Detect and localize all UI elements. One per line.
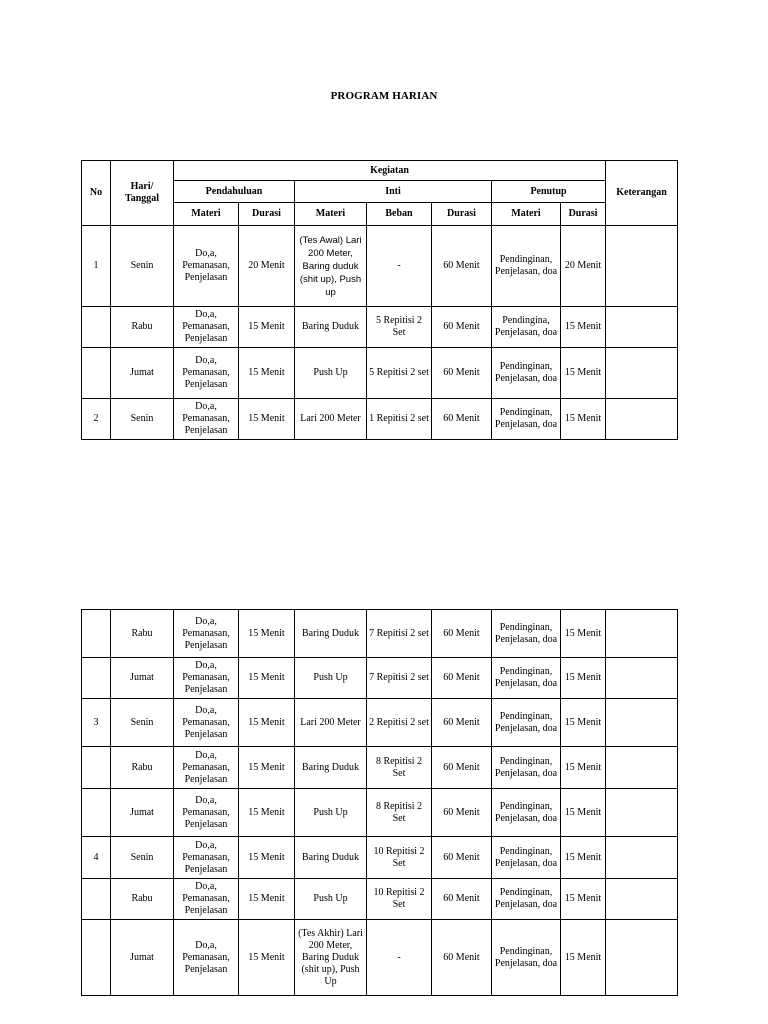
header-penutup: Penutup [492,181,606,203]
inti-materi-cell: Lari 200 Meter [295,699,367,747]
inti-durasi-cell: 60 Menit [432,789,492,837]
pendahuluan-durasi-cell: 15 Menit [239,658,295,699]
penutup-durasi-cell: 15 Menit [561,879,606,920]
header-no: No [82,161,111,226]
penutup-materi-cell: Pendinginan, Penjelasan, doa [492,747,561,789]
penutup-materi-cell: Pendinginan, Penjelasan, doa [492,610,561,658]
inti-materi-cell: Push Up [295,348,367,399]
inti-beban-cell: 10 Repitisi 2 Set [367,837,432,879]
table-row [82,879,678,920]
keterangan-cell [606,747,678,789]
keterangan-cell [606,879,678,920]
table-row [82,699,678,747]
inti-materi-cell: Push Up [295,658,367,699]
header-pendahuluan-durasi: Durasi [239,203,295,226]
table-row [82,226,678,307]
penutup-materi-cell: Pendingina, Penjelasan, doa [492,307,561,348]
inti-materi-cell: Push Up [295,879,367,920]
row-no-cell: 1 [82,226,111,307]
pendahuluan-materi-cell: Do,a, Pemanasan, Penjelasan [174,307,239,348]
header-penutup-durasi: Durasi [561,203,606,226]
header-kegiatan: Kegiatan [174,161,606,181]
table-row [82,399,678,440]
inti-beban-cell: 8 Repitisi 2 Set [367,747,432,789]
row-day-cell: Senin [111,226,174,307]
penutup-materi-cell: Pendinginan, Penjelasan, doa [492,699,561,747]
inti-durasi-cell: 60 Menit [432,920,492,996]
keterangan-cell [606,399,678,440]
header-penutup-materi: Materi [492,203,561,226]
row-day-cell: Jumat [111,789,174,837]
header-pendahuluan: Pendahuluan [174,181,295,203]
keterangan-cell [606,307,678,348]
inti-durasi-cell: 60 Menit [432,879,492,920]
inti-beban-cell: 5 Repitisi 2 set [367,348,432,399]
penutup-materi-cell: Pendinginan, Penjelasan, doa [492,789,561,837]
inti-durasi-cell: 60 Menit [432,348,492,399]
penutup-durasi-cell: 15 Menit [561,837,606,879]
pendahuluan-durasi-cell: 20 Menit [239,226,295,307]
row-no-cell: 4 [82,837,111,879]
pendahuluan-durasi-cell: 15 Menit [239,348,295,399]
row-no-cell [82,348,111,399]
pendahuluan-durasi-cell: 15 Menit [239,789,295,837]
pendahuluan-durasi-cell: 15 Menit [239,747,295,789]
keterangan-cell [606,837,678,879]
penutup-materi-cell: Pendinginan, Penjelasan, doa [492,920,561,996]
penutup-materi-cell: Pendinginan, Penjelasan, doa [492,879,561,920]
penutup-materi-cell: Pendinginan, Penjelasan, doa [492,348,561,399]
pendahuluan-materi-cell: Do,a, Pemanasan, Penjelasan [174,699,239,747]
keterangan-cell [606,610,678,658]
pendahuluan-materi-cell: Do,a, Pemanasan, Penjelasan [174,920,239,996]
inti-materi-cell: Baring Duduk [295,307,367,348]
penutup-materi-cell: Pendinginan, Penjelasan, doa [492,226,561,307]
inti-materi-cell: Baring Duduk [295,837,367,879]
program-table-2 [81,609,678,996]
pendahuluan-durasi-cell: 15 Menit [239,699,295,747]
table-row [82,348,678,399]
row-no-cell: 3 [82,699,111,747]
row-day-cell: Jumat [111,348,174,399]
program-table-2-body [82,610,678,996]
penutup-durasi-cell: 15 Menit [561,789,606,837]
penutup-durasi-cell: 15 Menit [561,399,606,440]
penutup-materi-cell: Pendinginan, Penjelasan, doa [492,658,561,699]
penutup-durasi-cell: 15 Menit [561,747,606,789]
inti-durasi-cell: 60 Menit [432,226,492,307]
row-no-cell [82,747,111,789]
header-inti-durasi: Durasi [432,203,492,226]
pendahuluan-materi-cell: Do,a, Pemanasan, Penjelasan [174,658,239,699]
pendahuluan-durasi-cell: 15 Menit [239,837,295,879]
row-day-cell: Rabu [111,610,174,658]
penutup-durasi-cell: 15 Menit [561,658,606,699]
inti-beban-cell: 2 Repitisi 2 set [367,699,432,747]
keterangan-cell [606,226,678,307]
keterangan-cell [606,699,678,747]
pendahuluan-durasi-cell: 15 Menit [239,610,295,658]
inti-materi-cell: Baring Duduk [295,747,367,789]
penutup-durasi-cell: 15 Menit [561,307,606,348]
row-no-cell [82,610,111,658]
penutup-durasi-cell: 15 Menit [561,920,606,996]
table-row [82,789,678,837]
penutup-materi-cell: Pendinginan, Penjelasan, doa [492,837,561,879]
inti-durasi-cell: 60 Menit [432,699,492,747]
penutup-durasi-cell: 20 Menit [561,226,606,307]
pendahuluan-durasi-cell: 15 Menit [239,307,295,348]
pendahuluan-materi-cell: Do,a, Pemanasan, Penjelasan [174,399,239,440]
table-row [82,307,678,348]
pendahuluan-materi-cell: Do,a, Pemanasan, Penjelasan [174,747,239,789]
table-row [82,920,678,996]
keterangan-cell [606,789,678,837]
header-inti-beban: Beban [367,203,432,226]
inti-beban-cell: - [367,920,432,996]
program-table-1-body [82,226,678,440]
row-no-cell: 2 [82,399,111,440]
row-no-cell [82,879,111,920]
row-day-cell: Senin [111,699,174,747]
inti-durasi-cell: 60 Menit [432,399,492,440]
row-no-cell [82,307,111,348]
inti-beban-cell: 7 Repitisi 2 set [367,610,432,658]
inti-beban-cell: 5 Repitisi 2 Set [367,307,432,348]
pendahuluan-materi-cell: Do,a, Pemanasan, Penjelasan [174,837,239,879]
table-row [82,747,678,789]
pendahuluan-materi-cell: Do,a, Pemanasan, Penjelasan [174,226,239,307]
penutup-durasi-cell: 15 Menit [561,610,606,658]
inti-materi-cell: Baring Duduk [295,610,367,658]
row-day-cell: Senin [111,837,174,879]
inti-durasi-cell: 60 Menit [432,837,492,879]
inti-durasi-cell: 60 Menit [432,658,492,699]
row-day-cell: Jumat [111,658,174,699]
penutup-materi-cell: Pendinginan, Penjelasan, doa [492,399,561,440]
row-day-cell: Rabu [111,307,174,348]
inti-durasi-cell: 60 Menit [432,307,492,348]
header-pendahuluan-materi: Materi [174,203,239,226]
pendahuluan-materi-cell: Do,a, Pemanasan, Penjelasan [174,879,239,920]
inti-beban-cell: 1 Repitisi 2 set [367,399,432,440]
table-row [82,837,678,879]
inti-materi-cell: (Tes Awal) Lari 200 Meter, Baring duduk (shit up), Push up [295,226,367,307]
penutup-durasi-cell: 15 Menit [561,699,606,747]
keterangan-cell [606,920,678,996]
pendahuluan-materi-cell: Do,a, Pemanasan, Penjelasan [174,610,239,658]
header-inti: Inti [295,181,492,203]
pendahuluan-materi-cell: Do,a, Pemanasan, Penjelasan [174,348,239,399]
row-no-cell [82,789,111,837]
pendahuluan-durasi-cell: 15 Menit [239,920,295,996]
keterangan-cell [606,348,678,399]
page-title: PROGRAM HARIAN [330,90,438,102]
row-day-cell: Senin [111,399,174,440]
inti-durasi-cell: 60 Menit [432,747,492,789]
pendahuluan-materi-cell: Do,a, Pemanasan, Penjelasan [174,789,239,837]
row-day-cell: Rabu [111,879,174,920]
header-inti-materi: Materi [295,203,367,226]
header-keterangan: Keterangan [606,161,678,226]
keterangan-cell [606,658,678,699]
penutup-durasi-cell: 15 Menit [561,348,606,399]
pendahuluan-durasi-cell: 15 Menit [239,399,295,440]
inti-materi-cell: (Tes Akhir) Lari 200 Meter, Baring Duduk (shit up), Push Up [295,920,367,996]
inti-beban-cell: 8 Repitisi 2 Set [367,789,432,837]
pendahuluan-durasi-cell: 15 Menit [239,879,295,920]
inti-beban-cell: 10 Repitisi 2 Set [367,879,432,920]
header-hari-tanggal: Hari/ Tanggal [111,161,174,226]
table-row [82,610,678,658]
row-day-cell: Rabu [111,747,174,789]
row-no-cell [82,920,111,996]
inti-materi-cell: Lari 200 Meter [295,399,367,440]
program-table-1 [81,160,678,440]
inti-beban-cell: 7 Repitisi 2 set [367,658,432,699]
inti-materi-cell: Push Up [295,789,367,837]
row-day-cell: Jumat [111,920,174,996]
table-row [82,658,678,699]
inti-beban-cell: - [367,226,432,307]
inti-durasi-cell: 60 Menit [432,610,492,658]
row-no-cell [82,658,111,699]
